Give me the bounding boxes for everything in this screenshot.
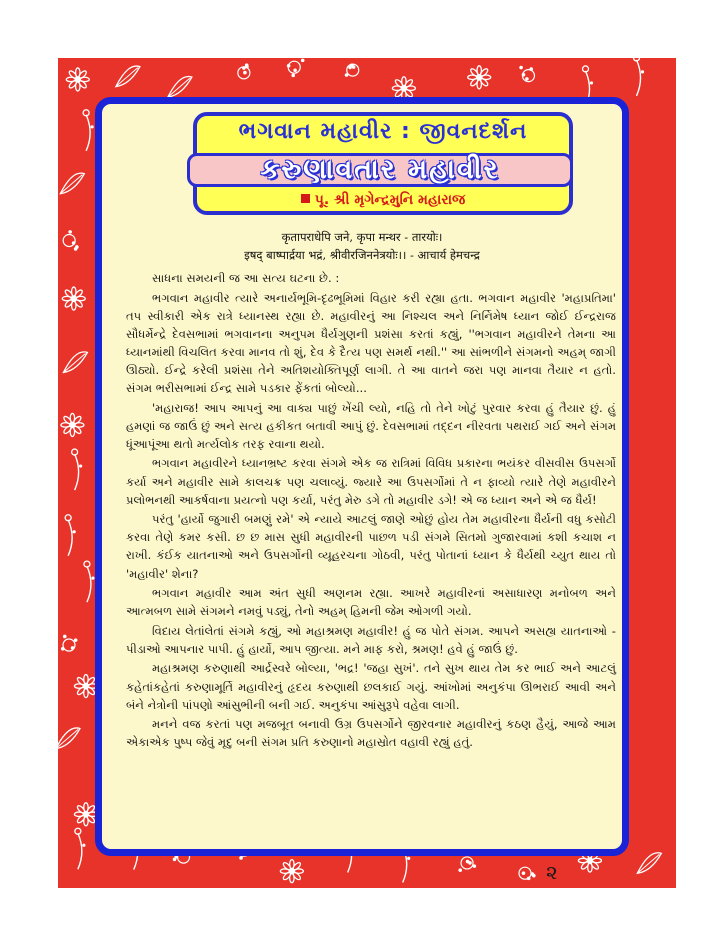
pattern-mark xyxy=(68,230,72,234)
paragraph-7: મહાશ્રમણ કરુણાથી આર્દ્રસ્વરે બોલ્યા, 'ભદ્ર! 'જહા સુખં'. તને સુખ થાય તેમ કર ભાઈ અને આટલું કહેતાંકહેતાં કરુણામૂર્તિ મહાવીરનું હૃદય કરુણાથી છલકાઈ ગયું. આંખોમાં અનુકંપા ઊભરાઈ આવી અને બંને નેત્રોની પાંપણો આંસુભીની બની ગઈ. અનુકંપા આંસુરૂપે વહેવા લાગી. xyxy=(126,661,616,712)
paragraph-8: મનને વજ કરતાં પણ મજબૂત બનાવી ઉગ્ર ઉપસર્ગોને જીરવનાર મહાવીરનું કઠણ હૈયું, આજે આમ એકાએક પુષ્પ જેવું મૃદુ બની સંગમ પ્રતિ કરુણાનો મહાસ્રોત વહાવી રહ્યું હતું. xyxy=(126,717,616,750)
paragraph-5: ભગવાન મહાવીર આમ અંત સુધી અણનમ રહ્યા. આખરે મહાવીરનાં અસાધારણ મનોબળ અને આત્મબળ સામે સંગમને નમવું પડ્યું, તેનો અહમ્ હિમની જેમ ઓગળી ગયો. xyxy=(126,586,616,619)
article-body xyxy=(126,269,616,753)
intro-paragraph: સાધના સમયની જ આ સત્ય ઘટના છે. : xyxy=(152,271,340,285)
author-line xyxy=(197,192,569,208)
pattern-mark xyxy=(590,81,593,84)
pattern-mark xyxy=(634,58,640,61)
paragraph-2: 'મહારાજ! આપ આપનું આ વાક્ય પાછું ખેંચી લ્યો, નહિ તો તેને ખોટું પુરવાર કરવા હું તૈયાર છું. હું હમણાં જ જાઉં છું અને સત્ય હકીકત બતાવી આપું છું. દેવસભામાં તદ્દન નીરવતા પથરાઈ ગઈ અને સંગમ ધૂંઆપૂંઆ થતો મર્ત્યલોક તરફ રવાના થયો. xyxy=(126,400,616,451)
content-panel xyxy=(95,97,629,856)
pattern-mark xyxy=(289,869,294,874)
pattern-mark xyxy=(63,635,67,639)
pattern-mark xyxy=(641,70,644,73)
pattern-mark xyxy=(75,454,79,490)
author-name: પૂ. શ્રી મૃગેન્દ્રમુનિ મહારાજ xyxy=(314,192,466,208)
paragraph-4: પરંતુ 'હાર્યો જુગારી બમણું રમે' એ ન્યાયે આટલું જાણે ઓછું હોય તેમ મહાવીરના ધૈર્યની વધુ કસોટી કરવા તેણે કમર કસી. છ છ માસ સુધી મહાવીરની પાછળ પડી સંગમે સિતમો ગુજારવામાં કશી કચાશ ન રાખી. કંઈક યાતનાઓ અને ઉપસર્ગોની વ્યૂહરચના ગોઠવી, પરંતુ પોતાનાં ધ્યાન કે ધૈર્યથી ચ્યુત થાય તો 'મહાવીર' શેના? xyxy=(126,512,616,581)
verse-line-1: कृतापराधेपि जने, कृपा मन्थर - तारयोः। xyxy=(281,230,443,244)
pattern-mark xyxy=(83,684,88,689)
main-title-box xyxy=(187,153,573,187)
main-title: કરુણાવતાર મહાવીર xyxy=(260,154,500,185)
pattern-mark xyxy=(637,60,641,96)
pattern-mark xyxy=(63,639,75,651)
verse-line-2: इषद् बाष्पार्द्रया भद्रं, श्रीवीरजिननेत्रयोः।। - आचार्य हेमचन्द्र xyxy=(244,248,480,262)
page-number: ૨ xyxy=(546,860,558,884)
pattern-mark xyxy=(91,125,94,128)
pattern-mark xyxy=(70,422,75,427)
pattern-mark xyxy=(68,520,72,556)
pattern-mark xyxy=(468,861,472,865)
pattern-mark xyxy=(239,856,243,860)
pattern-mark xyxy=(87,566,91,602)
pattern-mark xyxy=(63,234,75,246)
paragraph-1: ભગવાન મહાવીર ત્યારે અનાર્યભૂમિ-દૃઢભૂમિમાં વિહાર કરી રહ્યા હતા. ભગવાન મહાવીર 'મહાપ્રતિમા' તપ સ્વીકારી એક રાત્રે ધ્યાનસ્થ રહ્યા છે. મહાવીરનું આ નિશ્ચલ અને નિર્નિમેષ ધ્યાન જોઈ ઈન્દ્રરાજ સૌધર્મેન્દ્રે દેવસભામાં ભગવાનના અનુપમ ધૈર્યગુણની પ્રશંસા કરતાં કહ્યું, ''ભગવાન મહાવીરને તેમના આ ધ્યાનમાંથી વિચલિત કરવા માનવ તો શું, દેવ કે દૈત્ય પણ સમર્થ નથી.'' આ સાંભળીને સંગમનો અહમ્ જાગી ઊઠ્યો. ઈન્દ્રે કરેલી પ્રશંસા તેને અતિશયોક્તિપૂર્ણ લાગી. તે આ વાતને જરા પણ માનવા તૈયાર ન હતો. સંગમ ભરીસભામાં ઈન્દ્ર સામે પડકાર ફેંકતાં બોલ્યો... xyxy=(126,290,616,396)
square-bullet-icon xyxy=(301,194,310,203)
pattern-mark xyxy=(75,77,80,82)
pattern-mark xyxy=(243,71,247,75)
pattern-mark xyxy=(71,296,76,301)
paragraph-6: વિદાય લેતાંલેતાં સંગમે કહ્યું, ઓ મહાશ્રમણ મહાવીર! હું જ પોતે સંગમ. આપને અસહ્ય યાતનાઓ - પીડાઓ આપનાર પાપી. હું હાર્યો, આપ જીત્યા. મને માફ કરો, શ્રમણ! હવે હું જાઉં છું. xyxy=(126,623,616,656)
pattern-mark xyxy=(73,530,76,533)
pattern-mark xyxy=(293,68,297,72)
pattern-mark xyxy=(291,74,295,78)
pattern-mark xyxy=(587,858,592,863)
pattern-mark xyxy=(477,75,482,80)
paragraph-3: ભગવાન મહાવીરને ધ્યાનભ્રષ્ટ કરવા સંગમે એક જ રાત્રિમાં વિવિધ પ્રકારના ભયંકર વીસવીસ ઉપસર્ગો કર્યા અને મહાવીર સામે કાલચક્ર પણ ચલાવ્યું. જ્યારે આ ઉપસર્ગોમાં તે ન ફાવ્યો ત્યારે તેણે મહાવીરને પ્રલોભનથી આકર્ષવાના પ્રયત્નો પણ કર્યા, પરંતુ મેરુ ડગે તો મહાવીર ડગે! એ જ ધ્યાન અને એ જ ધૈર્ય! xyxy=(126,456,616,507)
pattern-mark xyxy=(522,871,526,875)
pattern-mark xyxy=(532,874,536,878)
pattern-mark xyxy=(79,464,82,467)
pattern-mark xyxy=(352,65,356,69)
pattern-mark xyxy=(407,857,410,860)
pattern-mark xyxy=(78,833,82,869)
pattern-mark xyxy=(86,115,90,151)
title-block xyxy=(193,112,573,215)
pattern-mark xyxy=(301,59,305,63)
series-title: ભગવાન મહાવીર : જીવનદર્શન xyxy=(238,119,528,144)
pattern-mark xyxy=(519,66,523,70)
pattern-mark xyxy=(75,245,79,249)
pattern-mark xyxy=(525,77,529,81)
sanskrit-verse xyxy=(102,228,622,264)
pattern-mark xyxy=(83,812,88,817)
pattern-mark xyxy=(458,868,462,872)
pattern-mark xyxy=(82,844,85,847)
pattern-mark xyxy=(401,86,406,91)
